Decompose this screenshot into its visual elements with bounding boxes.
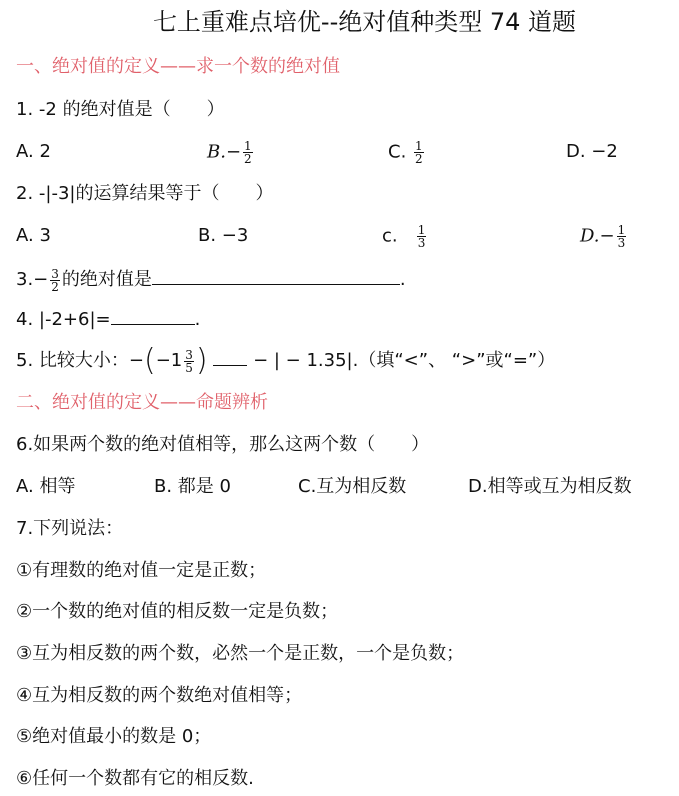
section-heading-2: 二、绝对值的定义——命题辨析: [16, 392, 268, 413]
denominator: 3: [617, 236, 626, 250]
numerator: 1: [244, 139, 252, 153]
fraction: [50, 268, 60, 293]
denominator: 2: [415, 152, 423, 166]
option-label: D.−: [580, 225, 615, 247]
question-7: 7.下列说法：: [16, 518, 124, 539]
denominator: 5: [185, 360, 193, 375]
denominator: 2: [244, 152, 252, 166]
question-2: 2. -|-3|的运算结果等于（ ）: [16, 183, 274, 204]
statement-item: ③互为相反数的两个数，必然一个是正数，一个是负数；: [16, 643, 465, 664]
period: .: [194, 309, 201, 330]
option-label: C.: [388, 141, 407, 163]
answer-blank[interactable]: [152, 266, 400, 285]
denominator: 2: [51, 279, 59, 294]
option-d: D.相等或互为相反数: [468, 476, 632, 497]
option-a: A. 相等: [16, 476, 76, 497]
statement-item: ⑤绝对值最小的数是 0；: [16, 726, 212, 747]
question-3: [16, 266, 406, 293]
fraction: [617, 224, 627, 249]
option-d: D. −2: [566, 141, 618, 162]
question-1: 1. -2 的绝对值是（ ）: [16, 99, 225, 120]
option-b: B. −3: [198, 225, 249, 246]
period: .: [399, 269, 406, 290]
fraction: [243, 140, 253, 165]
fraction: [414, 140, 424, 165]
question-text: 5. 比较大小：−: [16, 350, 144, 371]
mixed-number-whole: −1: [155, 350, 183, 371]
option-d: [580, 224, 628, 249]
question-text: − | − 1.35|.（填“<”、 “>”或“=”）: [253, 350, 556, 371]
numerator: 1: [617, 223, 626, 237]
option-c: [388, 140, 426, 165]
numerator: 3: [185, 347, 193, 362]
question-6: 6.如果两个数的绝对值相等，那么这两个数（ ）: [16, 434, 430, 455]
question-1-options: [0, 140, 679, 166]
question-2-options: [0, 224, 679, 250]
question-5: [16, 343, 556, 378]
answer-blank[interactable]: [111, 306, 195, 325]
section-heading-1: 一、绝对值的定义——求一个数的绝对值: [16, 56, 340, 77]
question-text: 的绝对值是: [61, 269, 152, 290]
option-label: c.: [382, 225, 398, 247]
option-b: [207, 140, 255, 165]
question-number: 3.−: [16, 269, 49, 290]
option-b: B. 都是 0: [154, 476, 231, 497]
paren-open: (: [143, 343, 156, 378]
option-c: [382, 224, 428, 249]
option-a: A. 3: [16, 225, 51, 246]
fraction: [184, 349, 194, 374]
statement-item: ④互为相反数的两个数绝对值相等；: [16, 685, 303, 706]
question-4: [16, 306, 200, 332]
option-c: C.互为相反数: [298, 476, 407, 497]
question-text: 4. |-2+6|=: [16, 309, 111, 330]
numerator: 1: [417, 223, 426, 237]
statement-item: ①有理数的绝对值一定是正数；: [16, 560, 267, 581]
option-label: B.−: [207, 141, 242, 163]
statement-item: ⑥任何一个数都有它的相反数.: [16, 768, 254, 789]
numerator: 3: [51, 266, 59, 281]
numerator: 1: [415, 139, 423, 153]
answer-blank[interactable]: [213, 347, 247, 366]
denominator: 3: [417, 236, 426, 250]
paren-close: ): [195, 343, 208, 378]
option-a: A. 2: [16, 141, 51, 162]
fraction: [417, 224, 427, 249]
doc-title: 七上重难点培优--绝对值种类型 74 道题: [152, 8, 577, 36]
question-6-options: [0, 475, 679, 501]
statement-item: ②一个数的绝对值的相反数一定是负数；: [16, 601, 339, 622]
